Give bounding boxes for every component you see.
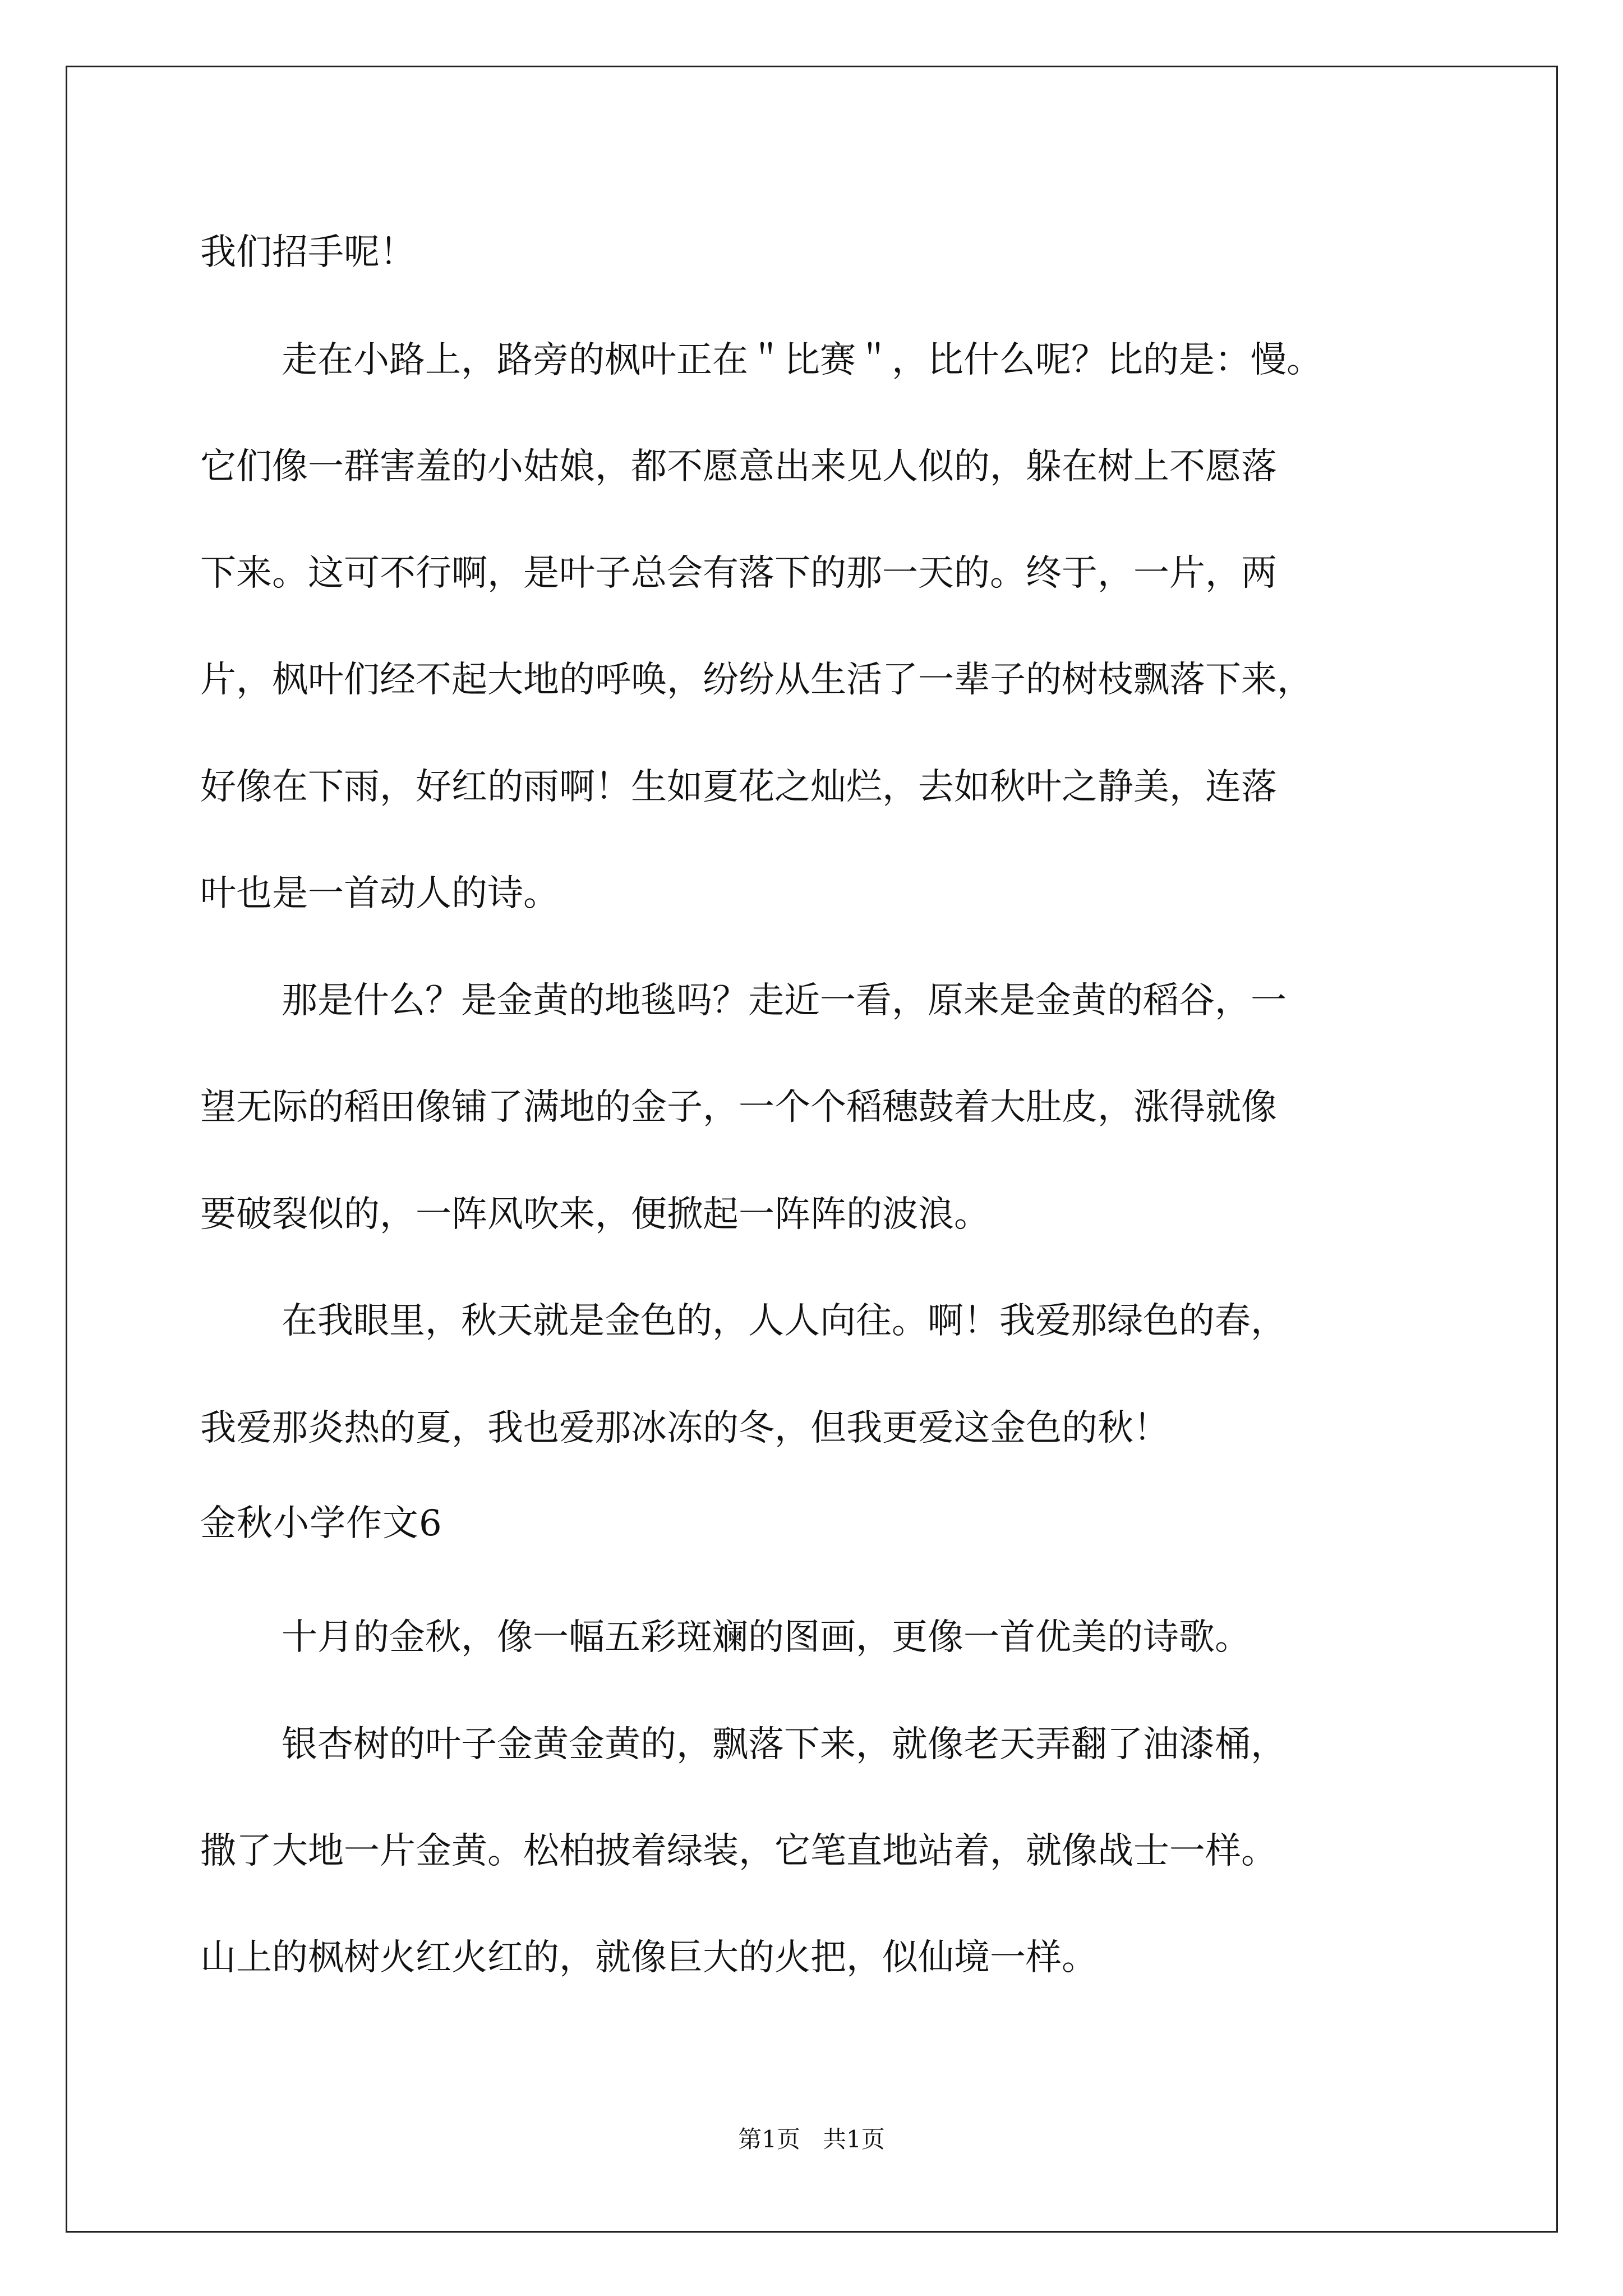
paragraph-line: 我们招手呢！ (200, 232, 416, 273)
paragraph-line: 叶也是一首动人的诗。 (200, 873, 559, 914)
paragraph-line: 片，枫叶们经不起大地的呼唤，纷纷从生活了一辈子的树枝飘落下来， (200, 659, 1313, 701)
page-border (66, 66, 1558, 2233)
section-heading: 金秋小学作文6 (200, 1503, 442, 1544)
paragraph-line: 望无际的稻田像铺了满地的金子，一个个稻穗鼓着大肚皮，涨得就像 (200, 1087, 1277, 1128)
paragraph-line: 那是什么？是金黄的地毯吗？走近一看，原来是金黄的稻谷，一 (282, 980, 1287, 1022)
page-footer: 第1页 共1页 (738, 2125, 885, 2153)
paragraph-line: 要破裂似的，一阵风吹来，便掀起一阵阵的波浪。 (200, 1194, 990, 1235)
paragraph-line: 好像在下雨，好红的雨啊！生如夏花之灿烂，去如秋叶之静美，连落 (200, 766, 1277, 808)
paragraph-line: 下来。这可不行啊，是叶子总会有落下的那一天的。终于，一片，两 (200, 553, 1277, 594)
paragraph-line: 在我眼里，秋天就是金色的，人人向往。啊！我爱那绿色的春， (282, 1300, 1287, 1342)
paragraph-line: 它们像一群害羞的小姑娘，都不愿意出来见人似的，躲在树上不愿落 (200, 446, 1277, 487)
paragraph-line: 我爱那炎热的夏，我也爱那冰冻的冬，但我更爱这金色的秋！ (200, 1407, 1169, 1449)
paragraph-line: 山上的枫树火红火红的，就像巨大的火把，似仙境一样。 (200, 1937, 1098, 1978)
paragraph-line: 走在小路上，路旁的枫叶正在＂比赛＂，比什么呢？比的是：慢。 (282, 339, 1322, 381)
paragraph-line: 银杏树的叶子金黄金黄的，飘落下来，就像老天弄翻了油漆桶， (282, 1724, 1287, 1765)
paragraph-line: 十月的金秋，像一幅五彩斑斓的图画，更像一首优美的诗歌。 (282, 1617, 1251, 1658)
paragraph-line: 撒了大地一片金黄。松柏披着绿装，它笔直地站着，就像战士一样。 (200, 1830, 1277, 1872)
